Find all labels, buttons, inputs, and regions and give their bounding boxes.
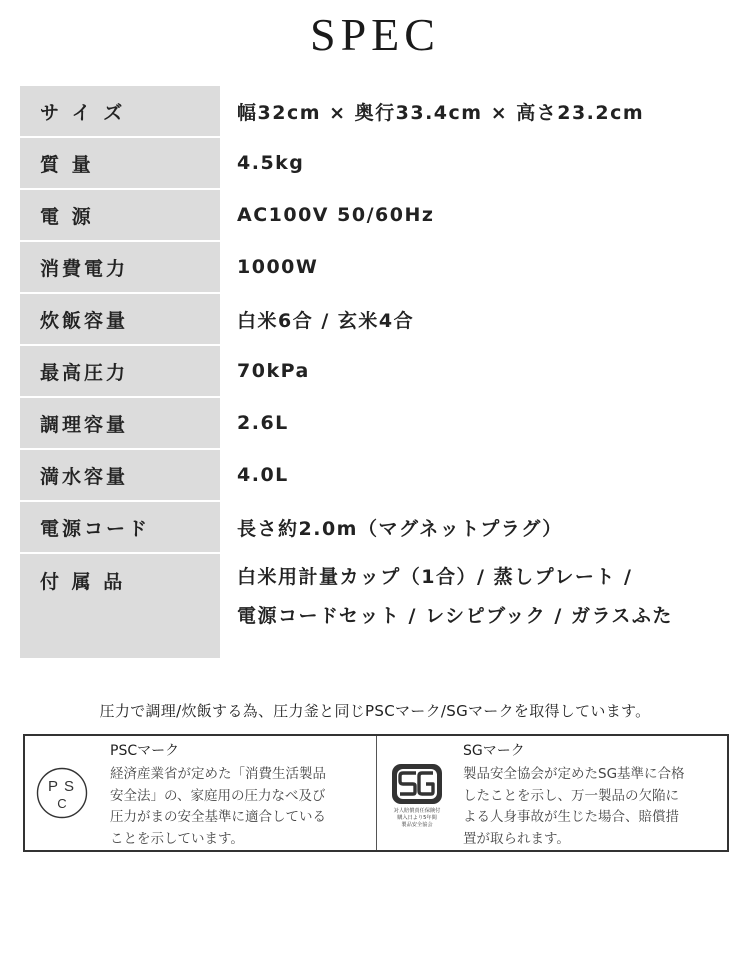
accessories-line-1: 白米用計量カップ（1合）/ 蒸しプレート / [237,566,633,588]
sg-logo-caption-line: 製品安全協会 [401,822,433,828]
psc-desc-line: ことを示しています。 [110,830,244,847]
spec-value-full-water-capacity: 4.0L [237,464,289,486]
psc-desc-line: 安全法」の、家庭用の圧力なべ及び [110,787,326,804]
spec-row-power-source [20,190,736,240]
spec-label-accessories: 付 属 品 [20,554,220,658]
spec-label-power-source: 電 源 [20,190,220,240]
psc-desc-line: 圧力がまの安全基準に適合している [110,809,326,825]
spec-row-cooking-capacity [20,398,736,448]
spec-label-cooking-capacity: 調理容量 [20,398,220,448]
sg-desc-line: 置が取られます。 [463,830,570,847]
psc-desc-line: 経済産業省が定めた「消費生活製品 [110,766,326,782]
spec-row-full-water-capacity [20,450,736,500]
sg-mark-panel [376,736,727,850]
spec-label-weight: 質 量 [20,138,220,188]
spec-label-rice-capacity: 炊飯容量 [20,294,220,344]
psc-logo-letter-s: S [63,778,75,795]
spec-row-rice-capacity [20,294,736,344]
psc-mark-icon [35,766,89,820]
spec-value-power-cord: 長さ約2.0m（マグネットプラグ） [237,517,563,540]
spec-value-max-pressure: 70kPa [237,360,310,382]
psc-logo-letter-c: C [57,796,67,811]
accessories-line-2: 電源コードセット / レシピブック / ガラスふた [237,605,673,627]
spec-value-accessories [220,554,736,658]
spec-row-accessories [20,554,736,658]
psc-mark-panel [25,736,376,850]
sg-mark-title: SGマーク [463,743,525,759]
spec-label-power-consumption: 消費電力 [20,242,220,292]
spec-value-cooking-capacity: 2.6L [237,412,289,434]
page-title: SPEC [310,9,440,60]
psc-mark-description [110,764,326,850]
spec-label-full-water-capacity: 満水容量 [20,450,220,500]
sg-desc-line: 製品安全協会が定めたSG基準に合格 [463,766,685,782]
sg-desc-line: よる人身事故が生じた場合、賠償措 [463,809,679,825]
spec-row-power-cord [20,502,736,552]
psc-mark-title: PSCマーク [110,743,180,759]
sg-mark-icon [387,762,447,830]
spec-value-power-consumption: 1000W [237,256,319,278]
sg-logo-caption-line: 対人賠償責任保険付 [393,808,441,814]
spec-row-power-consumption [20,242,736,292]
psc-logo-letter-p: P [47,778,59,795]
sg-logo-caption-line: 購入日より5年間 [397,815,437,821]
spec-table [20,86,736,660]
sg-desc-line: したことを示し、万一製品の欠陥に [463,787,679,804]
spec-value-weight: 4.5kg [237,152,305,174]
spec-label-power-cord: 電源コード [20,502,220,552]
spec-value-size: 幅32cm × 奥行33.4cm × 高さ23.2cm [237,101,645,124]
spec-value-rice-capacity: 白米6合 / 玄米4合 [237,309,415,332]
spec-value-power-source: AC100V 50/60Hz [237,204,435,226]
spec-row-size [20,86,736,136]
spec-row-weight [20,138,736,188]
spec-label-size: サ イ ズ [20,86,220,136]
certification-marks-box [23,734,729,852]
certification-notice: 圧力で調理/炊飯する為、圧力釜と同じPSCマーク/SGマークを取得しています。 [99,702,651,720]
spec-label-max-pressure: 最高圧力 [20,346,220,396]
spec-row-max-pressure [20,346,736,396]
sg-mark-description [463,764,685,850]
